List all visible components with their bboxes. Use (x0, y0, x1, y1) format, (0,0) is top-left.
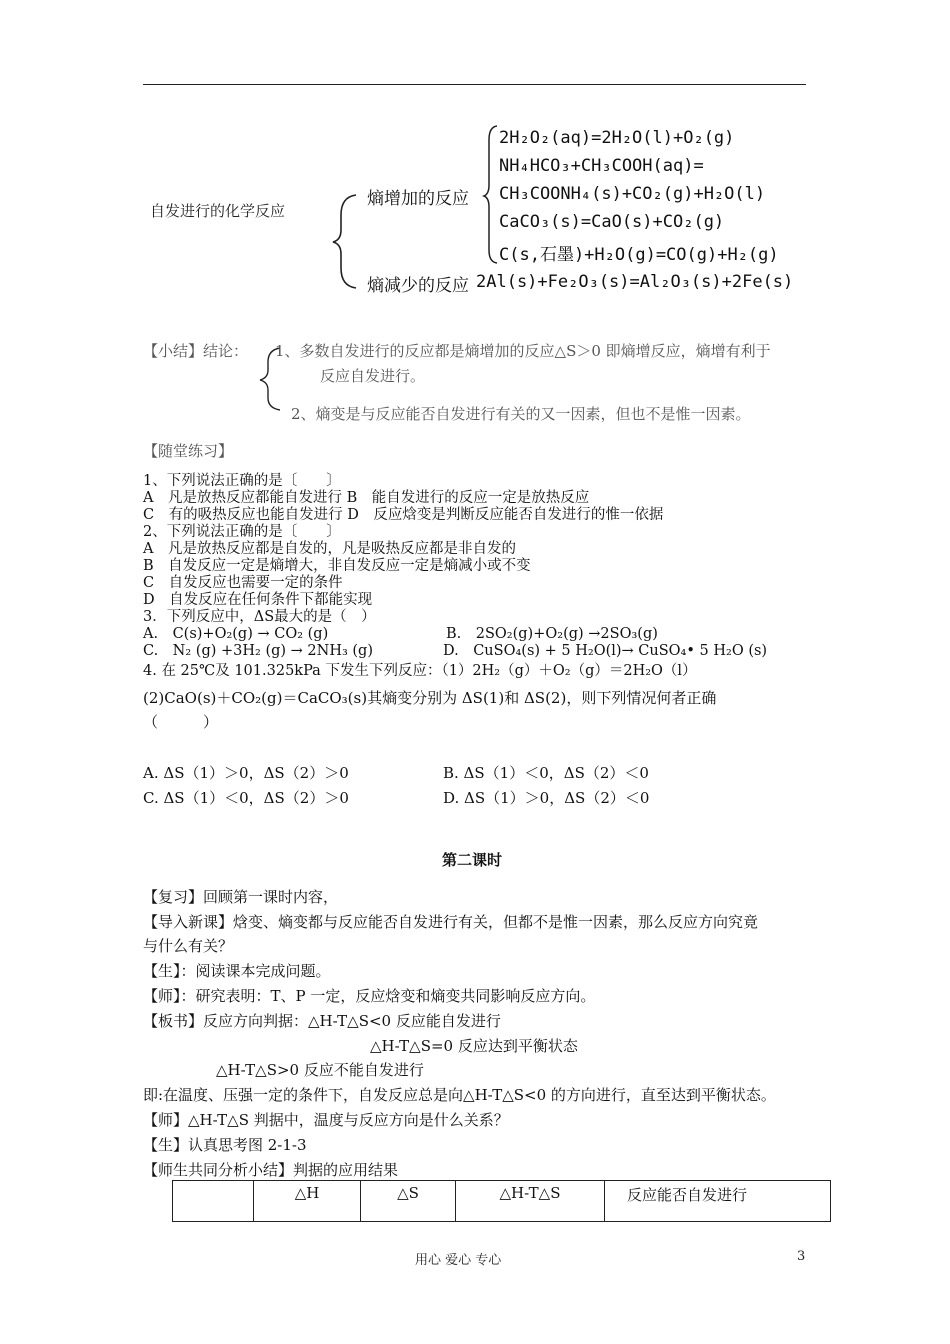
table-header-cell: △H (254, 1181, 361, 1222)
table-header-cell: △H-T△S (456, 1181, 605, 1222)
reaction-line: 2H₂O₂(aq)=2H₂O(l)+O₂(g) (499, 128, 735, 148)
practice-line: 3．下列反应中，ΔS最大的是（ ） (143, 609, 376, 625)
table-header-row (173, 1181, 831, 1222)
lesson2-teacher-2: 【师】△H-T△S 判据中，温度与反应方向是什么关系？ (143, 1111, 509, 1129)
lesson2-review: 【复习】回顾第一课时内容， (143, 888, 339, 906)
q4-option-c: C. ΔS（1）＜0，ΔS（2）＞0 (143, 789, 349, 807)
table-header-cell: 反应能否自发进行 (605, 1181, 831, 1222)
practice-line: A 凡是放热反应都能自发进行 B 能自发进行的反应一定是放热反应 (143, 490, 590, 506)
lesson2-analysis: 【师生共同分析小结】判据的应用结果 (143, 1161, 399, 1179)
lesson2-conclusion: 即:在温度、压强一定的条件下，自发反应总是向△H-T△S<0 的方向进行，直至达到平衡状态。 (143, 1086, 776, 1104)
q4-line-2: (2)CaO(s)＋CO₂(g)＝CaCO₃(s)其熵变分别为 ΔS(1)和 ΔS(2)，则下列情况何者正确 (143, 689, 717, 707)
entropy-decrease-label: 熵减少的反应 (367, 276, 469, 296)
footer-motto: 用心 爱心 专心 (415, 1253, 502, 1268)
q4-line-1: 4. 在 25℃及 101.325kPa 下发生下列反应：（1）2H₂（g）＋O₂（g）＝2H₂O（l） (143, 663, 697, 679)
q3-option-b: B. 2SO₂(g)+O₂(g) →2SO₃(g) (446, 626, 658, 642)
q4-answer-paren: （ ） (143, 713, 219, 731)
reaction-line: CaCO₃(s)=CaO(s)+CO₂(g) (499, 212, 725, 232)
table-header-cell: △S (361, 1181, 456, 1222)
lesson2-title: 第二课时 (442, 851, 503, 869)
practice-line: B 自发反应一定是熵增大，非自发反应一定是熵减小或不变 (143, 558, 531, 574)
reaction-line: CH₃COONH₄(s)+CO₂(g)+H₂O(l) (499, 184, 766, 204)
reaction-line: C(s,石墨)+H₂O(g)=CO(g)+H₂(g) (499, 245, 779, 265)
q3-option-a: A. C(s)+O₂(g) → CO₂ (g) (143, 626, 329, 642)
lesson2-intro: 【导入新课】焓变、熵变都与反应能否自发进行有关，但都不是惟一因素，那么反应方向究竟 (143, 913, 759, 931)
entropy-decrease-reaction: 2Al(s)+Fe₂O₃(s)=Al₂O₃(s)+2Fe(s) (476, 272, 794, 292)
q3-option-c: C. N₂ (g) +3H₂ (g) → 2NH₃ (g) (143, 643, 373, 659)
practice-line: A 凡是放热反应都是自发的，凡是吸热反应都是非自发的 (143, 541, 516, 557)
entropy-increase-label: 熵增加的反应 (367, 189, 469, 209)
practice-line: 2、下列说法正确的是〔 〕 (143, 524, 341, 540)
reaction-line: NH₄HCO₃+CH₃COOH(aq)= (499, 156, 704, 176)
practice-line: C 有的吸热反应也能自发进行 D 反应焓变是判断反应能否自发进行的惟一依据 (143, 507, 664, 523)
lesson2-board-eq: △H-T△S=0 反应达到平衡状态 (370, 1037, 578, 1055)
q4-option-d: D. ΔS（1）＞0，ΔS（2）＜0 (443, 789, 650, 807)
q4-option-a: A. ΔS（1）＞0，ΔS（2）＞0 (143, 764, 349, 782)
page-number: 3 (797, 1249, 806, 1264)
lesson2-teacher-1: 【师】：研究表明：T、P 一定，反应焓变和熵变共同影响反应方向。 (143, 987, 596, 1005)
reactions-brace (484, 126, 497, 263)
summary-label: 【小结】结论： (143, 342, 249, 360)
table-header-cell (173, 1181, 254, 1222)
summary-point-1: 1、多数自发进行的反应都是熵增加的反应△S＞0 即熵增反应，熵增有利于 (275, 342, 771, 360)
lesson2-board: 【板书】反应方向判据：△H-T△S<0 反应能自发进行 (143, 1012, 501, 1030)
lesson2-student-2: 【生】认真思考图 2-1-3 (143, 1136, 307, 1154)
criteria-table (172, 1180, 831, 1222)
practice-line: 1、下列说法正确的是〔 〕 (143, 473, 341, 489)
summary-point-1-cont: 反应自发进行。 (320, 367, 426, 385)
lesson2-board-gt: △H-T△S>0 反应不能自发进行 (216, 1061, 424, 1079)
lesson2-intro-cont: 与什么有关？ (143, 937, 234, 955)
q4-option-b: B. ΔS（1）＜0，ΔS（2）＜0 (443, 764, 649, 782)
diagram-label: 自发进行的化学反应 (150, 202, 286, 220)
practice-heading: 【随堂练习】 (143, 442, 234, 460)
q3-option-d: D. CuSO₄(s) + 5 H₂O(l)→ CuSO₄• 5 H₂O (s) (443, 643, 768, 659)
lesson2-student-1: 【生】：阅读课本完成问题。 (143, 962, 331, 980)
diagram-outer-brace (333, 195, 356, 288)
practice-line: C 自发反应也需要一定的条件 (143, 575, 343, 591)
practice-line: D 自发反应在任何条件下都能实现 (143, 592, 373, 608)
summary-point-2: 2、熵变是与反应能否自发进行有关的又一因素，但也不是惟一因素。 (291, 405, 751, 423)
